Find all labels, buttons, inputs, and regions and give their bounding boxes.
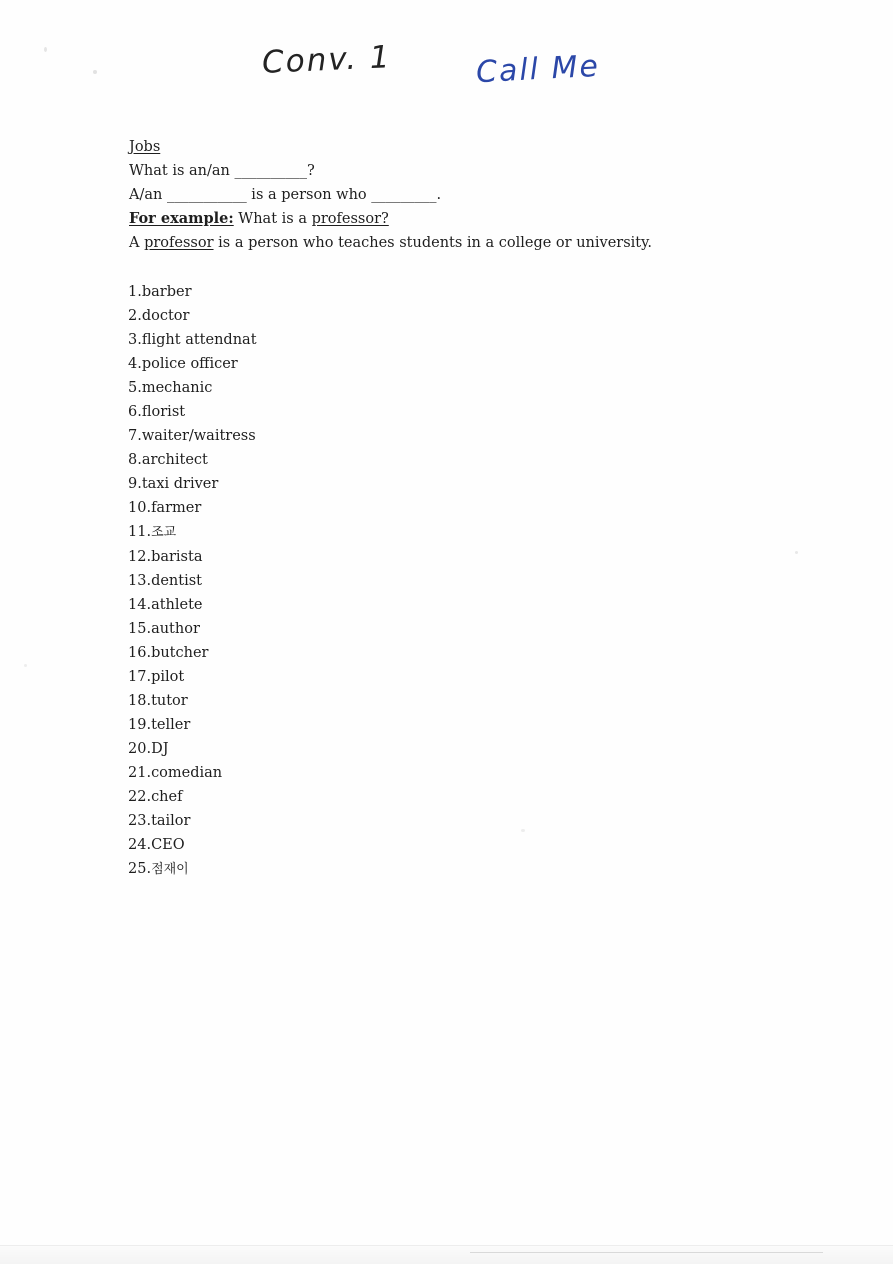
list-item [128, 761, 257, 785]
list-item-label: teller [151, 717, 191, 733]
list-item-number: 16. [128, 645, 152, 661]
list-item-label: flight attendnat [141, 332, 257, 348]
list-item [128, 545, 257, 569]
list-item-label: CEO [151, 837, 185, 853]
prompt-line-2-suffix: . [436, 186, 442, 203]
scan-speck [44, 47, 47, 52]
list-item-number: 5. [128, 380, 142, 396]
list-item-number: 3. [128, 332, 142, 348]
example-answer-post: is a person who teaches students in a college or university. [213, 235, 653, 252]
list-item-label: barista [151, 549, 203, 565]
list-item-label: dentist [151, 573, 202, 589]
list-item [128, 280, 257, 304]
list-item-label: athlete [151, 597, 203, 613]
list-item-number: 9. [128, 476, 142, 492]
list-item-number: 14. [128, 597, 152, 613]
list-item [128, 424, 257, 448]
list-item [128, 665, 257, 689]
scan-speck [795, 551, 798, 554]
list-item-number: 25. [128, 861, 152, 877]
list-item-label: waiter/waitress [141, 428, 256, 444]
list-item-number: 6. [128, 404, 142, 420]
prompt-line-2-blank-2: _________ [371, 186, 437, 203]
list-item [128, 400, 257, 424]
list-item-number: 21. [128, 765, 152, 781]
list-item-number: 7. [128, 428, 142, 444]
example-answer-line [129, 232, 769, 256]
list-item [128, 809, 257, 833]
scan-bottom-edge [0, 1245, 893, 1264]
list-item-number: 12. [128, 549, 152, 565]
section-heading: Jobs [129, 139, 161, 155]
worksheet-body [129, 136, 769, 256]
job-list [128, 280, 257, 882]
prompt-line-2-prefix: A/an [129, 186, 167, 203]
list-item [128, 304, 257, 328]
list-item [128, 472, 257, 496]
example-answer-pre: A [129, 235, 145, 252]
list-item-number: 17. [128, 669, 152, 685]
handwritten-title-left: Conv. 1 [261, 39, 393, 81]
list-item-label: farmer [151, 500, 202, 516]
list-item-number: 4. [128, 356, 142, 372]
list-item-number: 20. [128, 741, 152, 757]
list-item-number: 11. [128, 524, 152, 540]
prompt-line-1-blank: __________ [234, 162, 307, 179]
prompt-line-2-mid: is a person who [246, 186, 372, 203]
list-item-number: 23. [128, 813, 152, 829]
scan-speck [93, 70, 97, 74]
scan-speck [521, 829, 525, 832]
list-item-number: 18. [128, 693, 152, 709]
prompt-line-2 [129, 184, 769, 208]
list-item-label: chef [151, 789, 183, 805]
list-item-label: doctor [141, 308, 190, 324]
list-item-label: 점재이 [151, 862, 189, 877]
prompt-line-1-suffix: ? [306, 162, 315, 179]
list-item-label: police officer [141, 356, 238, 372]
list-item-number: 24. [128, 837, 152, 853]
list-item-label: architect [141, 452, 208, 468]
list-item [128, 569, 257, 593]
list-item [128, 617, 257, 641]
list-item-number: 13. [128, 573, 152, 589]
example-question-line [129, 207, 769, 232]
prompt-line-2-blank-1: ___________ [166, 186, 247, 203]
list-item [128, 785, 257, 809]
handwritten-title-right: Call Me [475, 48, 601, 91]
list-item-label: comedian [151, 765, 223, 781]
list-item-label: taxi driver [141, 476, 219, 492]
list-item-number: 10. [128, 500, 152, 516]
prompt-line-1-prefix: What is an/an [129, 162, 235, 179]
list-item-number: 22. [128, 789, 152, 805]
list-item [128, 593, 257, 617]
list-item [128, 641, 257, 665]
list-item-label: 조교 [151, 525, 177, 540]
example-answer-term: professor [144, 235, 214, 252]
list-item [128, 689, 257, 713]
list-item-number: 1. [128, 284, 142, 300]
list-item-label: tutor [151, 693, 188, 709]
list-item-label: author [151, 621, 200, 637]
example-label: For example: [129, 210, 234, 228]
list-item [128, 737, 257, 761]
list-item [128, 496, 257, 520]
list-item-number: 19. [128, 717, 152, 733]
list-item [128, 857, 257, 882]
list-item [128, 352, 257, 376]
list-item-label: florist [141, 404, 186, 420]
list-item-label: tailor [151, 813, 191, 829]
list-item [128, 328, 257, 352]
list-item-label: DJ [151, 741, 169, 757]
list-item [128, 376, 257, 400]
example-question-term: professor? [311, 211, 389, 228]
list-item-number: 8. [128, 452, 142, 468]
list-item [128, 833, 257, 857]
list-item [128, 713, 257, 737]
prompt-line-1 [129, 160, 769, 184]
list-item [128, 520, 257, 545]
list-item-number: 15. [128, 621, 152, 637]
list-item-number: 2. [128, 308, 142, 324]
list-item-label: pilot [151, 669, 185, 685]
list-item-label: barber [141, 284, 192, 300]
scan-speck [24, 664, 27, 667]
example-question-prefix: What is a [233, 211, 312, 228]
list-item [128, 448, 257, 472]
list-item-label: mechanic [141, 380, 213, 396]
list-item-label: butcher [151, 645, 209, 661]
